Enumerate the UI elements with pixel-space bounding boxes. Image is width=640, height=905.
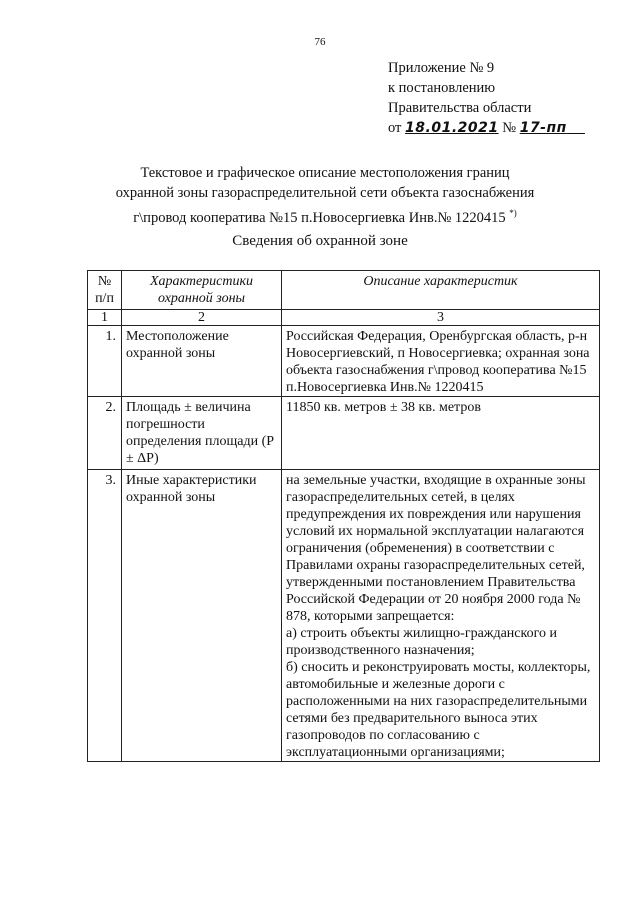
column-number-1: 1 <box>88 310 122 326</box>
table-column-numbers-row <box>88 310 600 326</box>
row-description <box>282 470 600 762</box>
row-characteristic: Местоположение охранной зоны <box>122 326 282 397</box>
number-label: № <box>502 120 517 136</box>
title-line-2: охранной зоны газораспределительной сети объекта газоснабжения <box>115 185 535 201</box>
appendix-date-line <box>388 118 585 138</box>
table-row <box>88 326 600 397</box>
appendix-block <box>388 58 585 138</box>
appendix-line-1: Приложение № 9 <box>388 60 495 76</box>
restriction-item-a: а) строить объекты жилищно-гражданского и производственного назначения; <box>286 626 557 658</box>
header-number: № п/п <box>88 271 122 310</box>
page-number: 76 <box>314 36 326 48</box>
handwritten-date: 18.01.2021 <box>405 120 499 136</box>
restriction-item-b: б) сносить и реконструировать мосты, коллекторы, автомобильные и железные дороги с расположенными на них газораспределительными сетями без предварительного выноса этих газопроводов по согласованию с эксплуатационными организациями; <box>286 660 591 760</box>
from-label: от <box>388 120 402 136</box>
title-line-1: Текстовое и графическое описание местоположения границ <box>140 165 510 181</box>
table-row <box>88 470 600 762</box>
table-row <box>88 397 600 470</box>
zone-info-table <box>87 270 600 762</box>
row-description: 11850 кв. метров ± 38 кв. метров <box>282 397 600 470</box>
row-characteristic: Иные характеристики охранной зоны <box>122 470 282 762</box>
appendix-line-2: к постановлению <box>388 80 496 96</box>
title-line-3: г\провод кооператива №15 п.Новосергиевка Инв.№ 1220415 *) <box>133 208 517 226</box>
row-number: 1. <box>88 326 122 397</box>
row-characteristic: Площадь ± величина погрешности определения площади (P ± ΔP) <box>122 397 282 470</box>
document-title <box>90 163 560 228</box>
section-title: Сведения об охранной зоне <box>232 233 408 249</box>
column-number-2: 2 <box>122 310 282 326</box>
row-number: 3. <box>88 470 122 762</box>
appendix-line-3: Правительства области <box>388 100 532 116</box>
footnote-mark: *) <box>509 208 517 218</box>
header-description: Описание характеристик <box>282 271 600 310</box>
table-header-row <box>88 271 600 310</box>
row-description: Российская Федерация, Оренбургская область, р-н Новосергиевский, п Новосергиевка; охранная зона объекта газоснабжения г\провод кооператива №15 п.Новосергиевка Инв.№ 1220415 <box>282 326 600 397</box>
header-characteristic: Характеристики охранной зоны <box>122 271 282 310</box>
restrictions-intro: на земельные участки, входящие в охранные зоны газораспределительных сетей, в целях предупреждения их повреждения или нарушения условий их нормальной эксплуатации налагаются ограничения (обременения) в соответствии с Правилами охраны газораспределительных сетей, утвержденными постановлением Правительства Российской Федерации от 20 ноября 2000 года № 878, которыми запрещается: <box>286 473 586 624</box>
row-number: 2. <box>88 397 122 470</box>
handwritten-number: 17-пп <box>519 120 567 136</box>
column-number-3: 3 <box>282 310 600 326</box>
